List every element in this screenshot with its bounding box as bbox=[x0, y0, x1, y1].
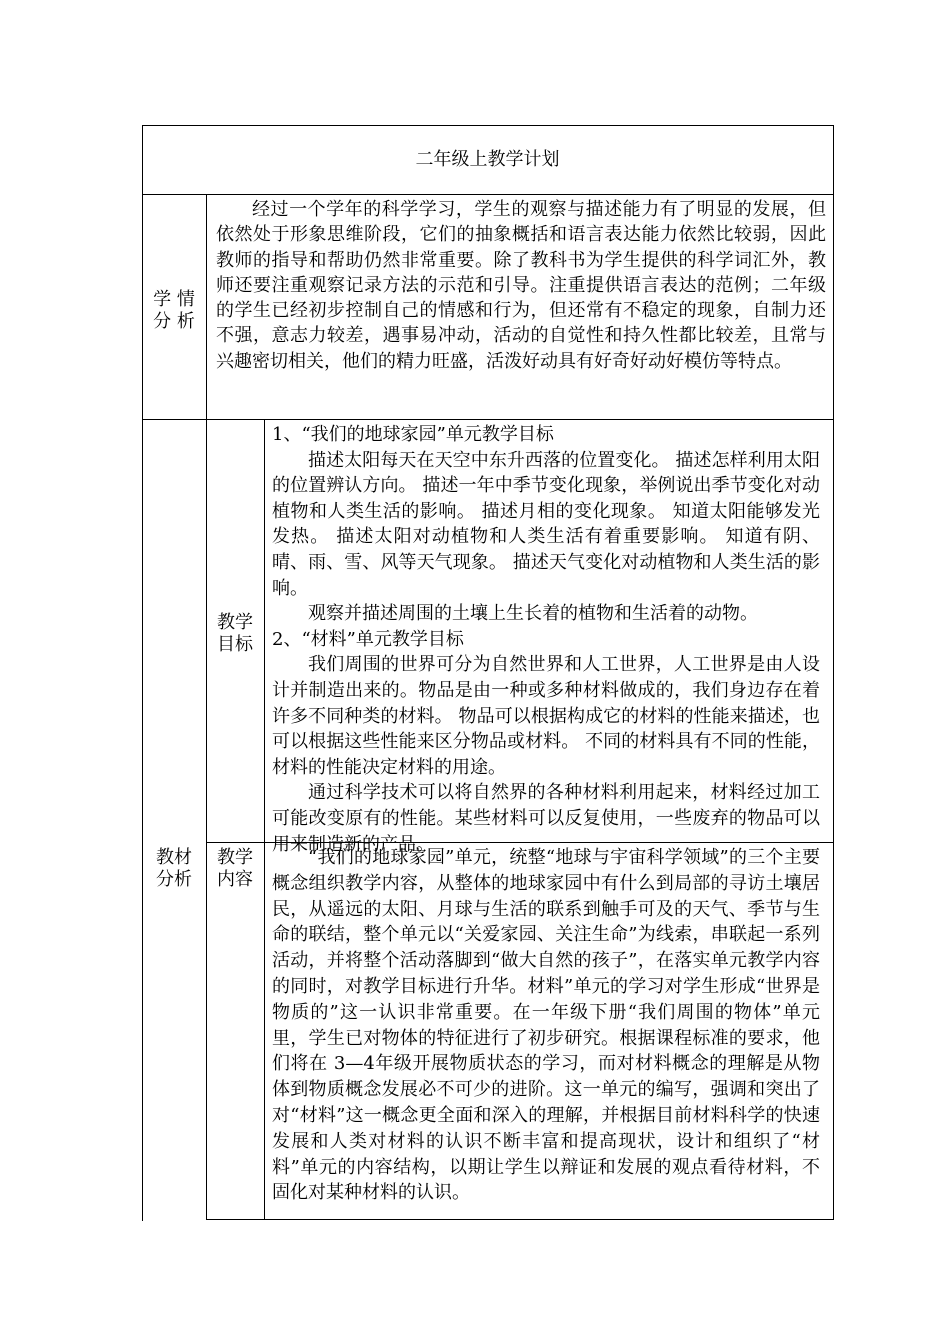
unit2-heading: 2、“材料”单元教学目标 bbox=[272, 628, 464, 650]
unit2-text: 我们周围的世界可分为自然世界和人工世界，人工世界是由人设计并制造出来的。物品是由一种或多种材料做成的，我们身边存在着许多不同种类的材料。 物品可以根据构成它的材料的性能来描述，也可以根据这些性能来区分物品或材料。 不同的材料具有不同的性能，材料的性能决定材料的用途。 bbox=[272, 654, 820, 778]
table-border-right bbox=[833, 125, 834, 1220]
page-title: 二年级上教学计划 bbox=[415, 148, 560, 170]
materials-analysis-text: “我们的地球家园”单元，统整“地球与宇宙科学领域”的三个主要概念组织教学内容，从整体的地球家园中有什么到局部的寻访土壤居民，从遥远的太阳、月球与生活的联系到触手可及的天气、季节与生命的联结，整个单元以“关爱家园、关注生命”为线索，串联起一系列活动，并将整个活动落脚到“做大自然的孩子”，在落实单元教学内容的同时，对教学目标进行升华。材料”单元的学习对学生形成“世界是物质的”这一认识非常重要。在一年级下册“我们周围的物体”单元里，学生已对物体的特征进行了初步研究。根据课程标准的要求，他们将在 3—4年级开展物质状态的学习，而对材料概念的理解是从物体到物质概念发展必不可少的进阶。这一单元的编写，强调和突出了对“材料”这一概念更全面和深入的理解，并根据目前材料科学的快速发展和人类对材料的认识不断丰富和提高现状，设计和组织了“材料”单元的内容结构，以期让学生以辩证和发展的观点看待材料，不固化对某种材料的认识。 bbox=[272, 847, 820, 1204]
table-col-divider bbox=[264, 419, 265, 1220]
table-col-divider bbox=[206, 194, 207, 1220]
student-analysis-label: 学 情 分 析 bbox=[153, 289, 195, 332]
unit1-heading: 1、“我们的地球家园”单元教学目标 bbox=[272, 424, 554, 445]
materials-analysis-label: 教材 分析 bbox=[156, 847, 192, 890]
teaching-goals-label: 教学 目标 bbox=[217, 612, 253, 655]
table-bottom-partial bbox=[206, 1219, 834, 1220]
unit1-text: 描述太阳每天在天空中东升西落的位置变化。 描述怎样利用太阳的位置辨认方向。 描述一年中季节变化现象，举例说出季节变化对动植物和人类生活的影响。 描述月相的变化现象。 知道太阳能够发光发热。 描述太阳对动植物和人类生活有着重要影响。 知道有阴、晴、雨、雪、风等天气现象。 描述天气变化对动植物和人类生活的影响。 bbox=[272, 449, 820, 599]
unit1-text-2: 观察并描述周围的土壤上生长着的植物和生活着的动物。 bbox=[308, 603, 758, 625]
student-analysis-text: 经过一个学年的科学学习，学生的观察与描述能力有了明显的发展，但依然处于形象思维阶段，它们的抽象概括和语言表达能力依然比较弱，因此教师的指导和帮助仍然非常重要。除了教科书为学生提供的科学词汇外，教师还要注重观察记录方法的示范和引导。注重提供语言表达的范例；二年级的学生已经初步控制自己的情感和行为，但还常有不稳定的现象，自制力还不强，意志力较差，遇事易冲动，活动的自觉性和持久性都比较差，且常与兴趣密切相关，他们的精力旺盛，活泼好动具有好奇好动好模仿等特点。 bbox=[216, 199, 826, 372]
table-row-divider bbox=[142, 194, 834, 195]
teaching-goals-text bbox=[272, 422, 820, 857]
unit2-text-2: 通过科学技术可以将自然界的各种材料利用起来，材料经过加工可能改变原有的性能。某些材料可以反复使用，一些废弃的物品可以用来制造新的产品。 bbox=[272, 782, 820, 855]
teaching-content-label: 教学 内容 bbox=[217, 847, 253, 890]
table-row-divider bbox=[142, 419, 834, 420]
